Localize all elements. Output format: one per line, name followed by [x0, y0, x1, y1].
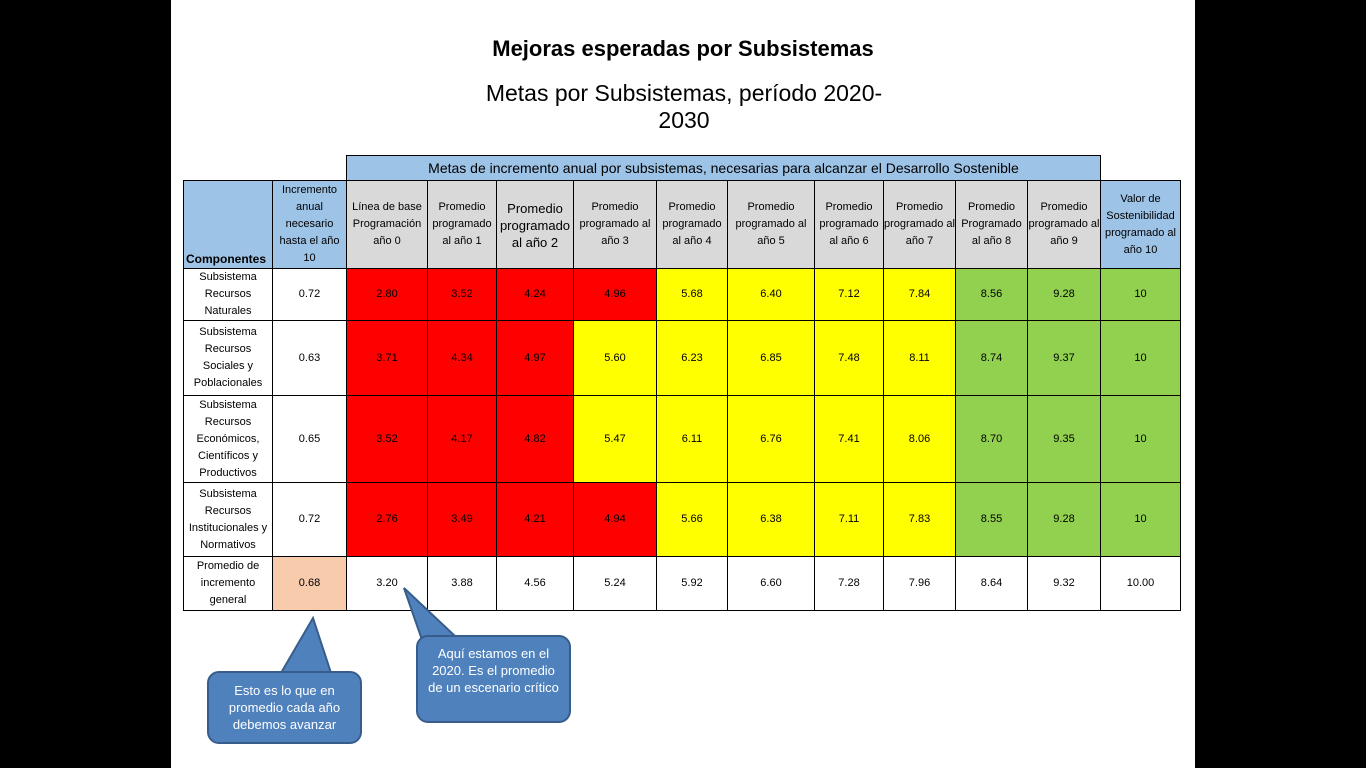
value-cell-year-3: 5.47: [574, 396, 657, 483]
value-cell-year-6: 7.11: [815, 483, 884, 557]
value-cell-year-8: 8.74: [956, 321, 1028, 396]
row-label: Subsistema Recursos Naturales: [184, 269, 273, 321]
value-cell-year-1: 4.17: [428, 396, 497, 483]
value-cell-year-8: 8.56: [956, 269, 1028, 321]
value-cell-year-0: 2.80: [347, 269, 428, 321]
value-cell-year-0: 3.71: [347, 321, 428, 396]
value-cell-year-3: 4.96: [574, 269, 657, 321]
annual-increment-cell: 0.65: [273, 396, 347, 483]
value-cell-year-3: 4.94: [574, 483, 657, 557]
header-year-8: Promedio Programado al año 8: [956, 181, 1028, 269]
goals-band-header: Metas de incremento anual por subsistemas, necesarias para alcanzar el Desarrollo Sostenible: [346, 155, 1101, 180]
value-cell-year-7: 8.06: [884, 396, 956, 483]
value-cell-year-1: 3.52: [428, 269, 497, 321]
slide-title: Mejoras esperadas por Subsistemas: [492, 36, 874, 61]
row-label: Subsistema Recursos Institucionales y Normativos: [184, 483, 273, 557]
annual-increment-cell: 0.72: [273, 483, 347, 557]
value-cell-year-2: 4.82: [497, 396, 574, 483]
header-year-4: Promedio programado al año 4: [657, 181, 728, 269]
header-year-9: Promedio programado al año 9: [1028, 181, 1101, 269]
header-year-3: Promedio programado al año 3: [574, 181, 657, 269]
value-cell-year-4: 6.23: [657, 321, 728, 396]
left-callout-pointer: [281, 618, 331, 673]
value-cell-year-9: 9.32: [1028, 557, 1101, 611]
value-cell-year-3: 5.24: [574, 557, 657, 611]
value-cell-year-7: 7.96: [884, 557, 956, 611]
slide: [171, 0, 1195, 768]
value-cell-year-6: 7.12: [815, 269, 884, 321]
value-cell-year-8: 8.64: [956, 557, 1028, 611]
value-cell-year-9: 9.37: [1028, 321, 1101, 396]
value-cell-year-8: 8.70: [956, 396, 1028, 483]
value-cell-year-5: 6.38: [728, 483, 815, 557]
header-year-1: Promedio programado al año 1: [428, 181, 497, 269]
value-cell-year-7: 7.84: [884, 269, 956, 321]
value-cell-year-1: 3.49: [428, 483, 497, 557]
value-cell-year-2: 4.97: [497, 321, 574, 396]
header-year-5: Promedio programado al año 5: [728, 181, 815, 269]
value-cell-year-0: 2.76: [347, 483, 428, 557]
value-cell-year-0: 3.20: [347, 557, 428, 611]
value-cell-year-7: 8.11: [884, 321, 956, 396]
value-cell-year-1: 4.34: [428, 321, 497, 396]
header-year-2: Promedio programado al año 2: [497, 181, 574, 269]
callout-pointers: [171, 0, 1195, 768]
value-cell-year-9: 9.28: [1028, 269, 1101, 321]
right-callout-pointer: [404, 588, 456, 637]
row-label: Promedio de incremento general: [184, 557, 273, 611]
value-cell-year-8: 8.55: [956, 483, 1028, 557]
value-cell-year-10: 10: [1101, 396, 1181, 483]
value-cell-year-10: 10: [1101, 269, 1181, 321]
value-cell-year-2: 4.56: [497, 557, 574, 611]
header-componentes: Componentes: [184, 181, 273, 269]
value-cell-year-2: 4.24: [497, 269, 574, 321]
annual-increment-cell: 0.63: [273, 321, 347, 396]
value-cell-year-4: 5.68: [657, 269, 728, 321]
value-cell-year-4: 6.11: [657, 396, 728, 483]
header-year-10: Valor de Sostenibilidad programado al año 10: [1101, 181, 1181, 269]
value-cell-year-4: 5.66: [657, 483, 728, 557]
callout-current-year: Aquí estamos en el 2020. Es el promedio de un escenario crítico: [416, 635, 571, 723]
value-cell-year-0: 3.52: [347, 396, 428, 483]
header-year-0: Línea de base Programación año 0: [347, 181, 428, 269]
value-cell-year-10: 10: [1101, 483, 1181, 557]
value-cell-year-4: 5.92: [657, 557, 728, 611]
value-cell-year-2: 4.21: [497, 483, 574, 557]
value-cell-year-6: 7.28: [815, 557, 884, 611]
header-year-6: Promedio programado al año 6: [815, 181, 884, 269]
value-cell-year-9: 9.28: [1028, 483, 1101, 557]
row-label: Subsistema Recursos Sociales y Poblacionales: [184, 321, 273, 396]
value-cell-year-5: 6.85: [728, 321, 815, 396]
value-cell-year-5: 6.60: [728, 557, 815, 611]
value-cell-year-7: 7.83: [884, 483, 956, 557]
annual-increment-cell: 0.68: [273, 557, 347, 611]
value-cell-year-9: 9.35: [1028, 396, 1101, 483]
header-year-7: Promedio programado al año 7: [884, 181, 956, 269]
value-cell-year-6: 7.48: [815, 321, 884, 396]
row-label: Subsistema Recursos Económicos, Científicos y Productivos: [184, 396, 273, 483]
value-cell-year-10: 10.00: [1101, 557, 1181, 611]
annual-increment-cell: 0.72: [273, 269, 347, 321]
value-cell-year-6: 7.41: [815, 396, 884, 483]
value-cell-year-10: 10: [1101, 321, 1181, 396]
header-incremento: Incremento anual necesario hasta el año 10: [273, 181, 347, 269]
value-cell-year-5: 6.40: [728, 269, 815, 321]
value-cell-year-1: 3.88: [428, 557, 497, 611]
callout-annual-average: Esto es lo que en promedio cada año debemos avanzar: [207, 671, 362, 744]
value-cell-year-5: 6.76: [728, 396, 815, 483]
value-cell-year-3: 5.60: [574, 321, 657, 396]
slide-subtitle: Metas por Subsistemas, período 2020-2030: [485, 80, 883, 133]
